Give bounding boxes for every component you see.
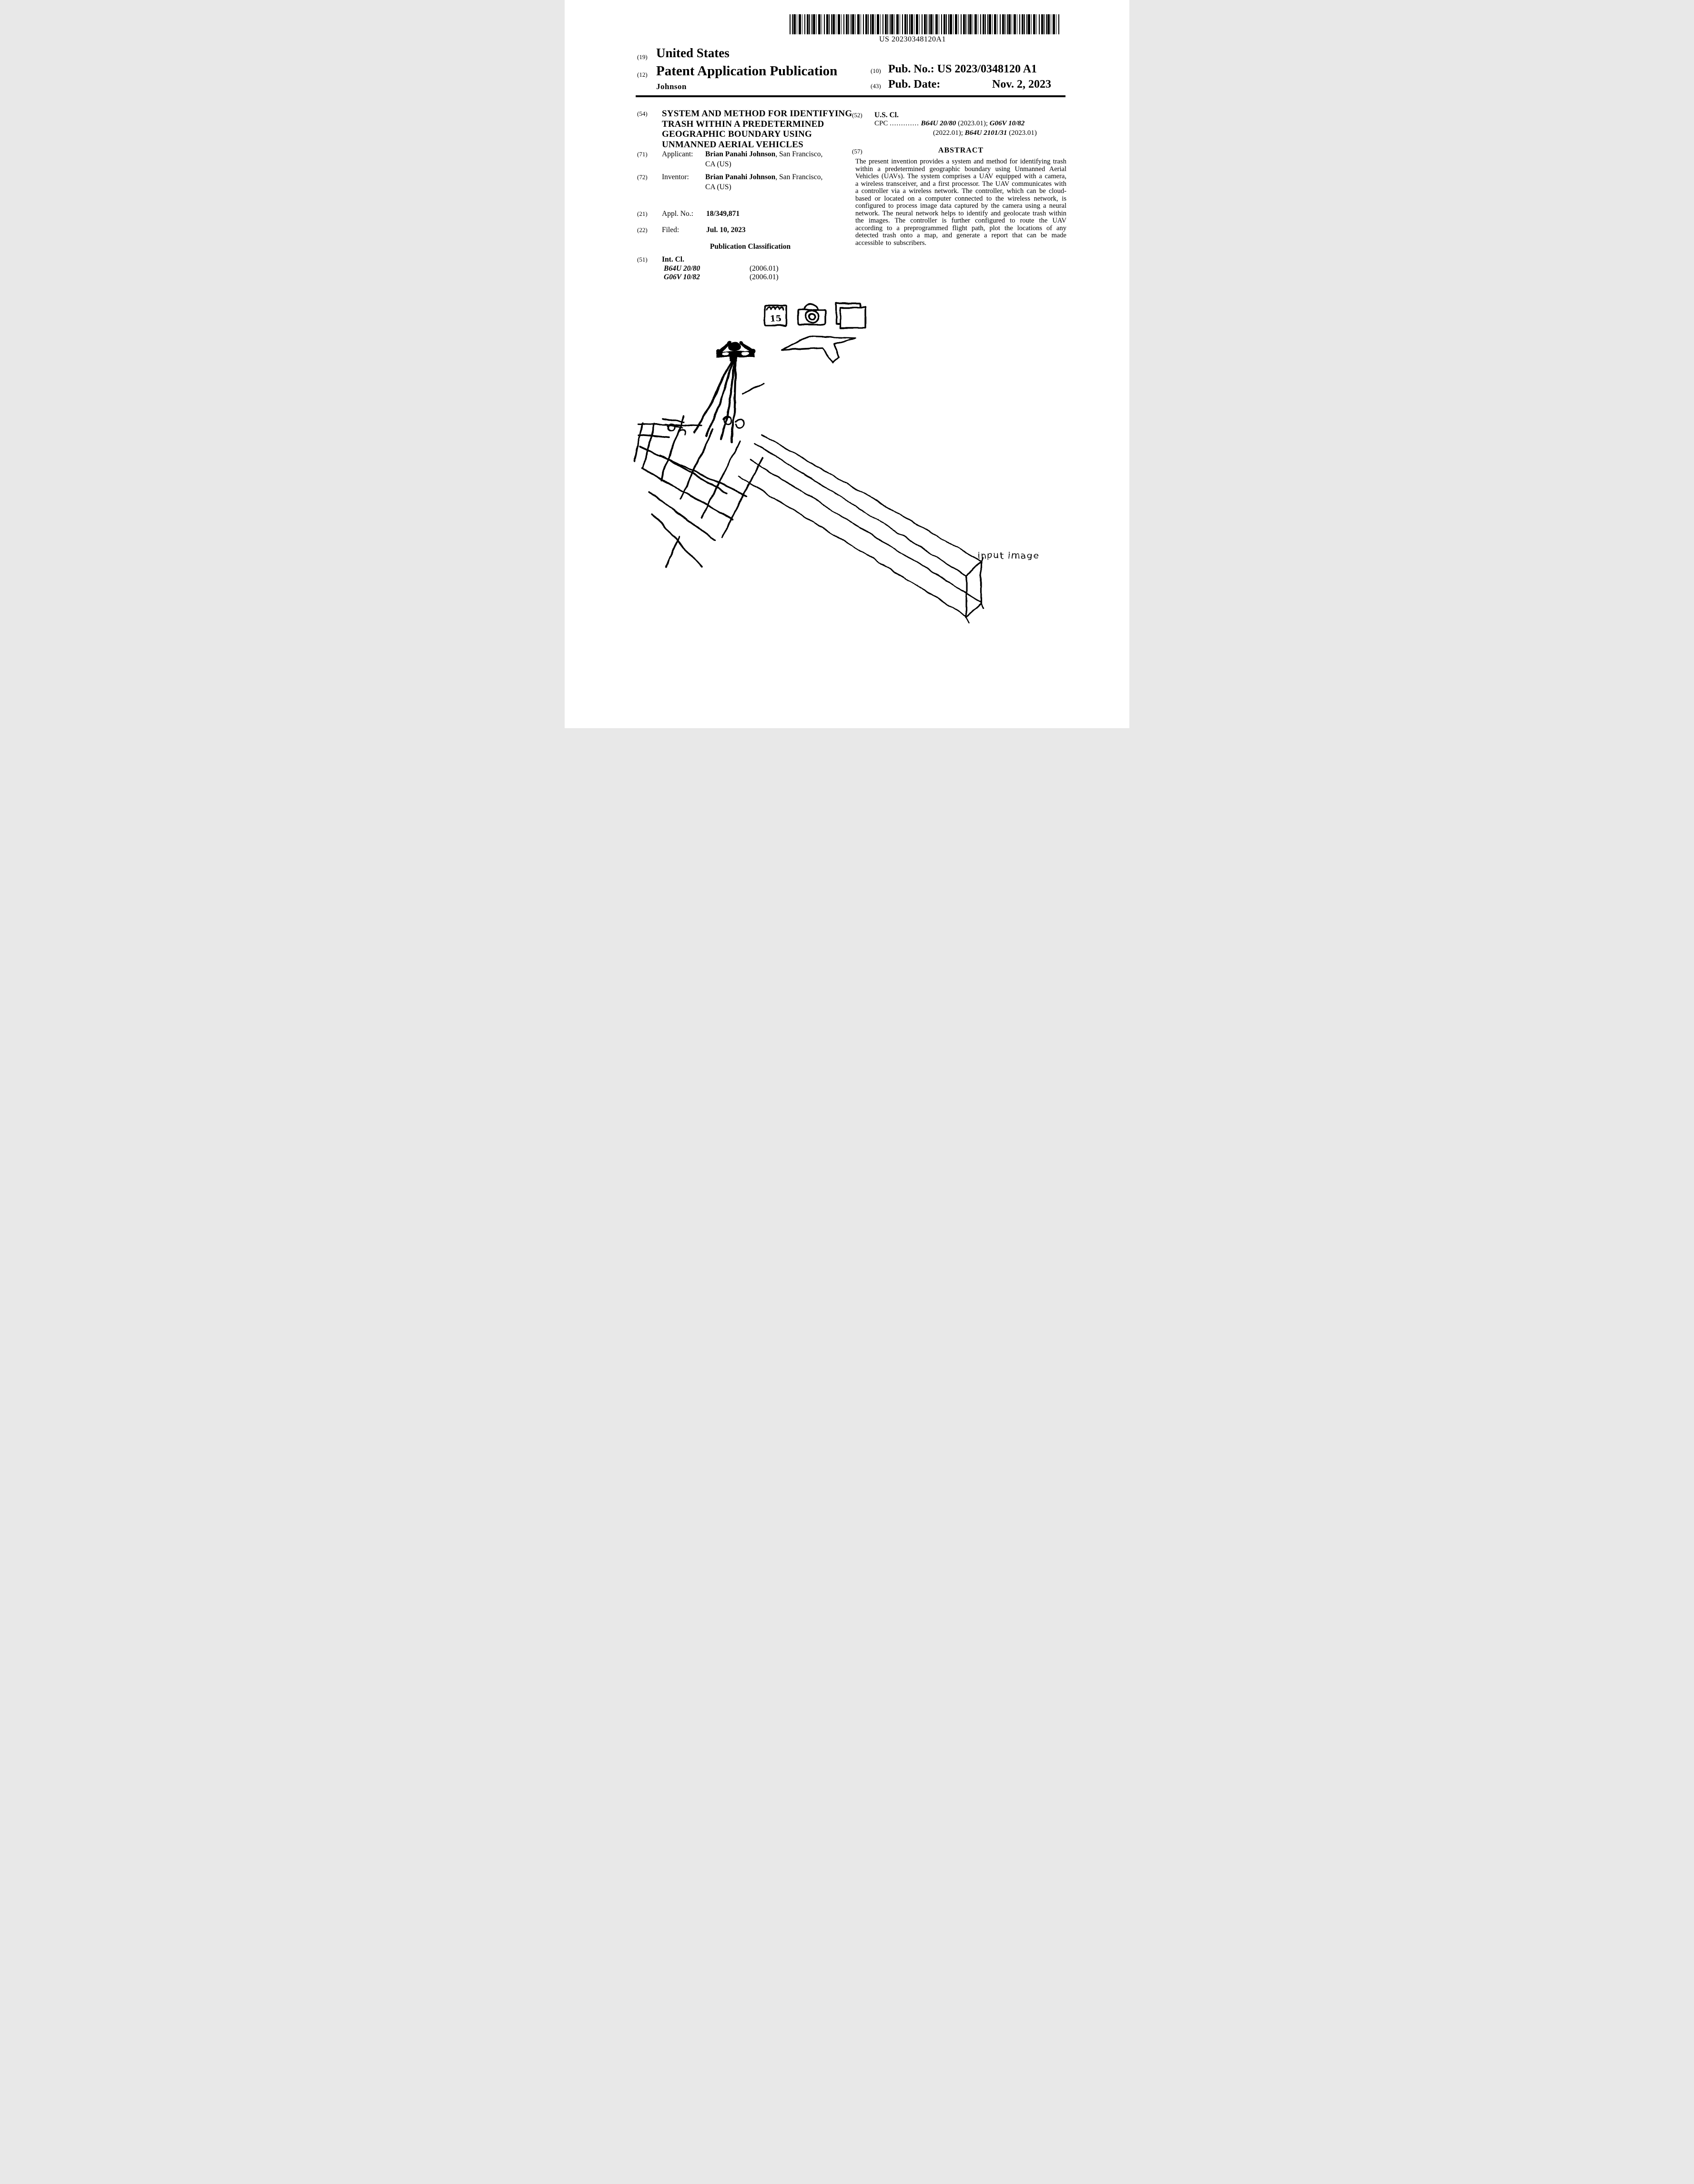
- abstract-heading: ABSTRACT: [938, 146, 984, 154]
- applicant-location2: CA (US): [705, 160, 731, 168]
- intcl-label: Int. Cl.: [662, 255, 684, 264]
- intcl-ref-code: (51): [637, 256, 648, 263]
- cpc-codes-line2: (2022.01); B64U 2101/31 (2023.01): [933, 129, 1037, 137]
- filed-ref-code: (22): [637, 226, 648, 234]
- title-line: GEOGRAPHIC BOUNDARY USING: [662, 129, 812, 139]
- drone-icon: [716, 341, 756, 361]
- pub-date-value: Nov. 2, 2023: [992, 78, 1051, 91]
- inventor-label: Inventor:: [662, 173, 689, 181]
- country-ref-code: (19): [637, 53, 648, 61]
- calendar-icon: [765, 305, 786, 325]
- cpc-label: CPC: [874, 120, 888, 127]
- camera-frustum-lines: [694, 361, 764, 442]
- title-ref-code: (54): [637, 110, 648, 117]
- applicant-location1: , San Francisco,: [775, 150, 823, 158]
- input-image-label: input image: [977, 550, 1040, 561]
- pub-type-ref-code: (12): [637, 71, 648, 78]
- intcl-version: (2006.01): [750, 273, 779, 281]
- inventor-location1: , San Francisco,: [775, 173, 823, 181]
- cpc-codes-line1: B64U 20/80 (2023.01); G06V 10/82: [921, 120, 1025, 127]
- street-grid-sketch: [635, 416, 762, 567]
- patent-front-page: [565, 0, 1129, 728]
- title-line: SYSTEM AND METHOD FOR IDENTIFYING: [662, 109, 852, 119]
- publication-type: Patent Application Publication: [656, 63, 838, 79]
- applicant-label: Applicant:: [662, 150, 693, 158]
- application-number: 18/349,871: [706, 210, 740, 218]
- pub-date-label: Pub. Date:: [888, 78, 941, 91]
- abstract-text: The present invention provides a system and method for identifying trash within a predetermined geographic boundary using Unmanned Aerial Vehicles (UAVs). The system comprises a UAV equipped with a camera, a wireless transceiver, and a first processor. The UAV communicates with a controller via a wireless network. The controller, which can be cloud-based or located on a computer connected to the wireless network, is configured to process image data captured by the camera using a neural network. The neural network helps to identify and geolocate trash within the images. The controller is further configured to route the UAV according to a preprogrammed flight path, plot the locations of any detected trash onto a map, and generate a report that can be made accessible to subscribers.: [855, 158, 1066, 247]
- inventor-name: Brian Panahi Johnson: [705, 173, 776, 181]
- filed-date: Jul. 10, 2023: [706, 226, 746, 234]
- title-line: UNMANNED AERIAL VEHICLES: [662, 139, 803, 150]
- pub-no-label: Pub. No.:: [888, 63, 934, 75]
- intcl-code: G06V 10/82: [664, 273, 700, 281]
- country-name: United States: [656, 46, 730, 60]
- barcode-number: US 20230348120A1: [879, 35, 946, 43]
- uscl-label: U.S. Cl.: [874, 111, 899, 119]
- input-image-beam: [739, 435, 983, 623]
- photos-icon: [836, 303, 865, 328]
- cpc-leader-dots: .............: [890, 120, 919, 127]
- lightning-bolt-icon: [782, 336, 856, 364]
- intcl-version: (2006.01): [750, 264, 779, 273]
- abstract-ref-code: (57): [852, 148, 862, 155]
- figure-drawing: [565, 0, 1129, 728]
- application-ref-code: (21): [637, 210, 648, 217]
- intcl-code: B64U 20/80: [664, 264, 700, 273]
- calendar-day-number: 15: [770, 314, 781, 324]
- applicant-ref-code: (71): [637, 151, 648, 158]
- filed-label: Filed:: [662, 226, 680, 234]
- title-line: TRASH WITHIN A PREDETERMINED: [662, 119, 824, 129]
- pub-no-value: US 2023/0348120 A1: [937, 63, 1037, 75]
- publication-classification-heading: Publication Classification: [710, 243, 791, 251]
- camera-icon: [798, 304, 826, 325]
- inventor-location2: CA (US): [705, 183, 731, 191]
- uscl-ref-code: (52): [852, 112, 862, 119]
- applicant-name: Brian Panahi Johnson: [705, 150, 776, 158]
- inventor-surname: Johnson: [656, 82, 687, 91]
- inventor-ref-code: (72): [637, 173, 648, 181]
- pub-date-ref-code: (43): [871, 82, 881, 90]
- pub-no-ref-code: (10): [871, 67, 881, 74]
- application-label: Appl. No.:: [662, 210, 693, 218]
